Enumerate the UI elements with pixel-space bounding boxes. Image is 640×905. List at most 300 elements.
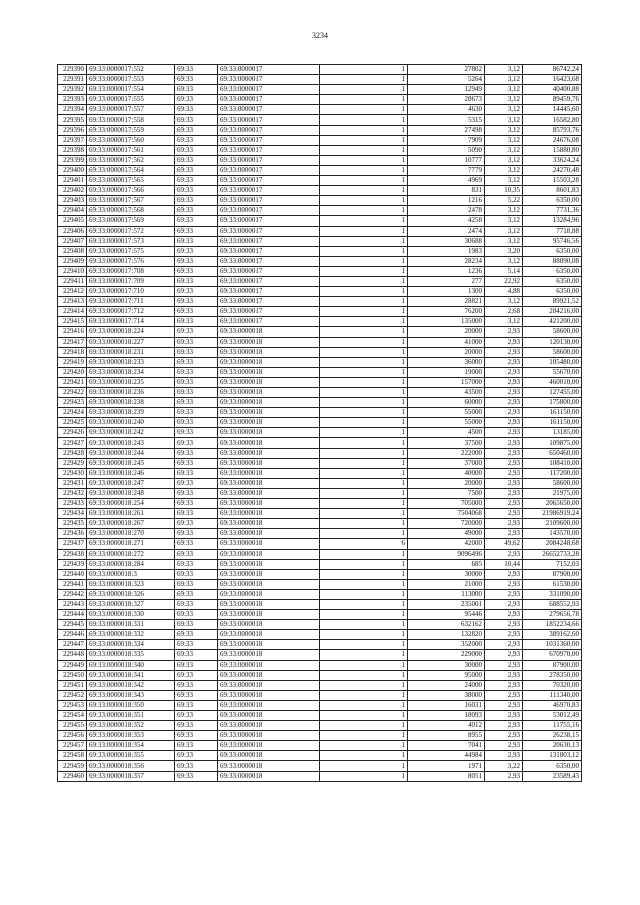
- cadastral-value-cell: 26652733,28: [523, 549, 582, 559]
- district-code-cell: 69:33: [175, 428, 218, 438]
- cadastral-number-cell: 69:33:0000018:235: [87, 377, 175, 387]
- unit-count-cell: 1: [320, 630, 408, 640]
- district-code-cell: 69:33: [175, 165, 218, 175]
- table-row: [58, 458, 582, 468]
- unit-count-cell: 1: [320, 741, 408, 751]
- area-value-cell: 24000: [408, 680, 485, 690]
- cadastral-number-cell: 69:33:0000018:272: [87, 549, 175, 559]
- rate-value-cell: 2,93: [485, 640, 523, 650]
- cadastral-number-cell: 69:33:0000018:224: [87, 327, 175, 337]
- record-id-cell: 229459: [58, 761, 87, 771]
- area-value-cell: 37500: [408, 438, 485, 448]
- cadastral-block-cell: 69:33:0000018: [218, 398, 320, 408]
- rate-value-cell: 3,12: [485, 155, 523, 165]
- record-id-cell: 229442: [58, 589, 87, 599]
- cadastral-number-cell: 69:33:0000018:244: [87, 448, 175, 458]
- area-value-cell: 40000: [408, 468, 485, 478]
- cadastral-number-cell: 69:33:0000018:323: [87, 579, 175, 589]
- record-id-cell: 229401: [58, 176, 87, 186]
- area-value-cell: 28821: [408, 297, 485, 307]
- unit-count-cell: 1: [320, 761, 408, 771]
- unit-count-cell: 1: [320, 620, 408, 630]
- table-row: [58, 721, 582, 731]
- area-value-cell: 30000: [408, 569, 485, 579]
- record-id-cell: 229404: [58, 206, 87, 216]
- rate-value-cell: 2,93: [485, 519, 523, 529]
- cadastral-block-cell: 69:33:0000018: [218, 589, 320, 599]
- cadastral-block-cell: 69:33:0000017: [218, 317, 320, 327]
- district-code-cell: 69:33: [175, 610, 218, 620]
- cadastral-number-cell: 69:33:0000017:576: [87, 256, 175, 266]
- district-code-cell: 69:33: [175, 620, 218, 630]
- unit-count-cell: 1: [320, 65, 408, 75]
- table-row: [58, 741, 582, 751]
- cadastral-number-cell: 69:33:0000018:342: [87, 680, 175, 690]
- cadastral-number-cell: 69:33:0000018:284: [87, 559, 175, 569]
- table-row: [58, 236, 582, 246]
- cadastral-value-cell: 204216,00: [523, 307, 582, 317]
- area-value-cell: 76200: [408, 307, 485, 317]
- unit-count-cell: 1: [320, 125, 408, 135]
- rate-value-cell: 2,93: [485, 418, 523, 428]
- unit-count-cell: 1: [320, 448, 408, 458]
- cadastral-number-cell: 69:33:0000018:334: [87, 640, 175, 650]
- district-code-cell: 69:33: [175, 115, 218, 125]
- cadastral-value-cell: 15880,80: [523, 145, 582, 155]
- cadastral-block-cell: 69:33:0000018: [218, 448, 320, 458]
- table-row: [58, 690, 582, 700]
- cadastral-block-cell: 69:33:0000018: [218, 711, 320, 721]
- district-code-cell: 69:33: [175, 579, 218, 589]
- table-body: [58, 65, 582, 782]
- cadastral-number-cell: 69:33:0000018:236: [87, 388, 175, 398]
- cadastral-value-cell: 7718,88: [523, 226, 582, 236]
- area-value-cell: 5315: [408, 115, 485, 125]
- rate-value-cell: 2,93: [485, 620, 523, 630]
- unit-count-cell: 1: [320, 176, 408, 186]
- district-code-cell: 69:33: [175, 599, 218, 609]
- rate-value-cell: 2,93: [485, 408, 523, 418]
- district-code-cell: 69:33: [175, 761, 218, 771]
- area-value-cell: 10777: [408, 155, 485, 165]
- table-row: [58, 640, 582, 650]
- rate-value-cell: 2,93: [485, 499, 523, 509]
- table-row: [58, 226, 582, 236]
- district-code-cell: 69:33: [175, 499, 218, 509]
- cadastral-value-cell: 11755,16: [523, 721, 582, 731]
- area-value-cell: 831: [408, 186, 485, 196]
- table-row: [58, 186, 582, 196]
- cadastral-number-cell: 69:33:0000017:552: [87, 65, 175, 75]
- unit-count-cell: 1: [320, 428, 408, 438]
- cadastral-number-cell: 69:33:0000017:710: [87, 287, 175, 297]
- district-code-cell: 69:33: [175, 721, 218, 731]
- district-code-cell: 69:33: [175, 388, 218, 398]
- cadastral-value-table: [57, 64, 582, 782]
- cadastral-number-cell: 69:33:0000018:238: [87, 398, 175, 408]
- cadastral-block-cell: 69:33:0000018: [218, 488, 320, 498]
- unit-count-cell: 1: [320, 75, 408, 85]
- cadastral-value-cell: 6350,00: [523, 761, 582, 771]
- record-id-cell: 229435: [58, 519, 87, 529]
- record-id-cell: 229440: [58, 569, 87, 579]
- unit-count-cell: 1: [320, 186, 408, 196]
- cadastral-value-cell: 24270,48: [523, 165, 582, 175]
- table-row: [58, 347, 582, 357]
- cadastral-number-cell: 69:33:0000017:564: [87, 165, 175, 175]
- cadastral-block-cell: 69:33:0000018: [218, 438, 320, 448]
- district-code-cell: 69:33: [175, 478, 218, 488]
- cadastral-block-cell: 69:33:0000018: [218, 529, 320, 539]
- district-code-cell: 69:33: [175, 75, 218, 85]
- rate-value-cell: 2,93: [485, 650, 523, 660]
- area-value-cell: 5264: [408, 75, 485, 85]
- cadastral-number-cell: 69:33:0000018:330: [87, 610, 175, 620]
- record-id-cell: 229444: [58, 610, 87, 620]
- cadastral-block-cell: 69:33:0000017: [218, 276, 320, 286]
- record-id-cell: 229426: [58, 428, 87, 438]
- cadastral-value-cell: 61530,00: [523, 579, 582, 589]
- cadastral-value-cell: 7152,03: [523, 559, 582, 569]
- unit-count-cell: 1: [320, 135, 408, 145]
- area-value-cell: 21000: [408, 579, 485, 589]
- unit-count-cell: 1: [320, 226, 408, 236]
- unit-count-cell: 1: [320, 519, 408, 529]
- district-code-cell: 69:33: [175, 418, 218, 428]
- record-id-cell: 229397: [58, 135, 87, 145]
- rate-value-cell: 3,12: [485, 85, 523, 95]
- rate-value-cell: 2,93: [485, 367, 523, 377]
- cadastral-block-cell: 69:33:0000018: [218, 539, 320, 549]
- rate-value-cell: 2,93: [485, 630, 523, 640]
- table-row: [58, 599, 582, 609]
- record-id-cell: 229400: [58, 165, 87, 175]
- cadastral-block-cell: 69:33:0000018: [218, 741, 320, 751]
- rate-value-cell: 3,12: [485, 95, 523, 105]
- area-value-cell: 27802: [408, 65, 485, 75]
- cadastral-value-cell: 389162,60: [523, 630, 582, 640]
- unit-count-cell: 1: [320, 458, 408, 468]
- table-row: [58, 95, 582, 105]
- area-value-cell: 36000: [408, 357, 485, 367]
- cadastral-block-cell: 69:33:0000018: [218, 337, 320, 347]
- area-value-cell: 55000: [408, 418, 485, 428]
- rate-value-cell: 2,93: [485, 377, 523, 387]
- rate-value-cell: 2,93: [485, 751, 523, 761]
- rate-value-cell: 2,93: [485, 660, 523, 670]
- cadastral-value-cell: 670970,00: [523, 650, 582, 660]
- cadastral-number-cell: 69:33:0000018:254: [87, 499, 175, 509]
- area-value-cell: 235001: [408, 599, 485, 609]
- cadastral-number-cell: 69:33:0000018:248: [87, 488, 175, 498]
- record-id-cell: 229399: [58, 155, 87, 165]
- rate-value-cell: 2,93: [485, 428, 523, 438]
- unit-count-cell: 1: [320, 721, 408, 731]
- district-code-cell: 69:33: [175, 327, 218, 337]
- unit-count-cell: 1: [320, 377, 408, 387]
- area-value-cell: 8051: [408, 771, 485, 781]
- area-value-cell: 43500: [408, 388, 485, 398]
- cadastral-block-cell: 69:33:0000018: [218, 549, 320, 559]
- record-id-cell: 229417: [58, 337, 87, 347]
- unit-count-cell: 1: [320, 610, 408, 620]
- district-code-cell: 69:33: [175, 589, 218, 599]
- cadastral-value-cell: 279656,78: [523, 610, 582, 620]
- area-value-cell: 41000: [408, 337, 485, 347]
- cadastral-block-cell: 69:33:0000017: [218, 186, 320, 196]
- unit-count-cell: 1: [320, 155, 408, 165]
- record-id-cell: 229430: [58, 468, 87, 478]
- cadastral-block-cell: 69:33:0000018: [218, 670, 320, 680]
- cadastral-value-cell: 109875,00: [523, 438, 582, 448]
- area-value-cell: 30688: [408, 236, 485, 246]
- area-value-cell: 4258: [408, 216, 485, 226]
- record-id-cell: 229434: [58, 509, 87, 519]
- unit-count-cell: 1: [320, 488, 408, 498]
- record-id-cell: 229441: [58, 579, 87, 589]
- record-id-cell: 229423: [58, 398, 87, 408]
- rate-value-cell: 22,92: [485, 276, 523, 286]
- cadastral-number-cell: 69:33:0000017:554: [87, 85, 175, 95]
- cadastral-value-cell: 15503,28: [523, 176, 582, 186]
- rate-value-cell: 3,12: [485, 115, 523, 125]
- cadastral-number-cell: 69:33:0000017:568: [87, 206, 175, 216]
- table-row: [58, 670, 582, 680]
- cadastral-number-cell: 69:33:0000017:711: [87, 297, 175, 307]
- record-id-cell: 229407: [58, 236, 87, 246]
- cadastral-number-cell: 69:33:0000017:562: [87, 155, 175, 165]
- district-code-cell: 69:33: [175, 125, 218, 135]
- cadastral-number-cell: 69:33:0000018:354: [87, 741, 175, 751]
- record-id-cell: 229396: [58, 125, 87, 135]
- unit-count-cell: 6: [320, 539, 408, 549]
- record-id-cell: 229453: [58, 700, 87, 710]
- table-row: [58, 256, 582, 266]
- rate-value-cell: 2,93: [485, 579, 523, 589]
- rate-value-cell: 2,93: [485, 549, 523, 559]
- cadastral-number-cell: 69:33:0000017:557: [87, 105, 175, 115]
- area-value-cell: 720000: [408, 519, 485, 529]
- district-code-cell: 69:33: [175, 690, 218, 700]
- table-row: [58, 478, 582, 488]
- area-value-cell: 7909: [408, 135, 485, 145]
- table-row: [58, 761, 582, 771]
- record-id-cell: 229419: [58, 357, 87, 367]
- cadastral-block-cell: 69:33:0000018: [218, 388, 320, 398]
- cadastral-number-cell: 69:33:0000018:356: [87, 761, 175, 771]
- cadastral-block-cell: 69:33:0000018: [218, 620, 320, 630]
- area-value-cell: 30000: [408, 660, 485, 670]
- unit-count-cell: 1: [320, 246, 408, 256]
- district-code-cell: 69:33: [175, 711, 218, 721]
- cadastral-block-cell: 69:33:0000018: [218, 468, 320, 478]
- cadastral-block-cell: 69:33:0000018: [218, 630, 320, 640]
- district-code-cell: 69:33: [175, 105, 218, 115]
- cadastral-block-cell: 69:33:0000017: [218, 125, 320, 135]
- table-row: [58, 176, 582, 186]
- rate-value-cell: 2,93: [485, 670, 523, 680]
- cadastral-block-cell: 69:33:0000018: [218, 579, 320, 589]
- area-value-cell: 4630: [408, 105, 485, 115]
- rate-value-cell: 3,12: [485, 135, 523, 145]
- record-id-cell: 229406: [58, 226, 87, 236]
- district-code-cell: 69:33: [175, 509, 218, 519]
- district-code-cell: 69:33: [175, 65, 218, 75]
- cadastral-block-cell: 69:33:0000018: [218, 499, 320, 509]
- rate-value-cell: 2,93: [485, 347, 523, 357]
- cadastral-number-cell: 69:33:0000018:326: [87, 589, 175, 599]
- cadastral-number-cell: 69:33:0000017:714: [87, 317, 175, 327]
- area-value-cell: 632162: [408, 620, 485, 630]
- rate-value-cell: 3,20: [485, 246, 523, 256]
- area-value-cell: 5090: [408, 145, 485, 155]
- rate-value-cell: 3,12: [485, 216, 523, 226]
- unit-count-cell: 1: [320, 468, 408, 478]
- cadastral-number-cell: 69:33:0000018:341: [87, 670, 175, 680]
- rate-value-cell: 2,93: [485, 741, 523, 751]
- area-value-cell: 4012: [408, 721, 485, 731]
- district-code-cell: 69:33: [175, 640, 218, 650]
- district-code-cell: 69:33: [175, 297, 218, 307]
- cadastral-value-cell: 460010,00: [523, 377, 582, 387]
- rate-value-cell: 2,93: [485, 327, 523, 337]
- table-row: [58, 559, 582, 569]
- cadastral-block-cell: 69:33:0000017: [218, 307, 320, 317]
- area-value-cell: 19000: [408, 367, 485, 377]
- cadastral-block-cell: 69:33:0000018: [218, 559, 320, 569]
- record-id-cell: 229427: [58, 438, 87, 448]
- cadastral-number-cell: 69:33:0000017:566: [87, 186, 175, 196]
- rate-value-cell: 5,14: [485, 266, 523, 276]
- rate-value-cell: 3,12: [485, 165, 523, 175]
- table-row: [58, 660, 582, 670]
- unit-count-cell: 1: [320, 579, 408, 589]
- cadastral-block-cell: 69:33:0000018: [218, 509, 320, 519]
- cadastral-number-cell: 69:33:0000017:565: [87, 176, 175, 186]
- area-value-cell: 7779: [408, 165, 485, 175]
- record-id-cell: 229449: [58, 660, 87, 670]
- cadastral-value-cell: 88090,08: [523, 256, 582, 266]
- unit-count-cell: 1: [320, 549, 408, 559]
- table-row: [58, 327, 582, 337]
- cadastral-value-cell: 161150,00: [523, 418, 582, 428]
- record-id-cell: 229408: [58, 246, 87, 256]
- area-value-cell: 7504068: [408, 509, 485, 519]
- cadastral-number-cell: 69:33:0000018:357: [87, 771, 175, 781]
- cadastral-value-cell: 1031360,00: [523, 640, 582, 650]
- unit-count-cell: 1: [320, 700, 408, 710]
- area-value-cell: 7041: [408, 741, 485, 751]
- rate-value-cell: 3,12: [485, 256, 523, 266]
- cadastral-block-cell: 69:33:0000017: [218, 165, 320, 175]
- record-id-cell: 229446: [58, 630, 87, 640]
- cadastral-number-cell: 69:33:0000017:559: [87, 125, 175, 135]
- rate-value-cell: 3,12: [485, 236, 523, 246]
- cadastral-number-cell: 69:33:0000017:573: [87, 236, 175, 246]
- area-value-cell: 20000: [408, 478, 485, 488]
- unit-count-cell: 1: [320, 731, 408, 741]
- unit-count-cell: 1: [320, 347, 408, 357]
- record-id-cell: 229455: [58, 721, 87, 731]
- cadastral-number-cell: 69:33:0000018:352: [87, 721, 175, 731]
- cadastral-block-cell: 69:33:0000017: [218, 206, 320, 216]
- rate-value-cell: 2,93: [485, 569, 523, 579]
- area-value-cell: 1300: [408, 287, 485, 297]
- rate-value-cell: 2,93: [485, 478, 523, 488]
- area-value-cell: 49000: [408, 529, 485, 539]
- rate-value-cell: 2,93: [485, 731, 523, 741]
- rate-value-cell: 2,93: [485, 398, 523, 408]
- cadastral-block-cell: 69:33:0000018: [218, 367, 320, 377]
- cadastral-value-cell: 6350,00: [523, 196, 582, 206]
- district-code-cell: 69:33: [175, 176, 218, 186]
- record-id-cell: 229391: [58, 75, 87, 85]
- table-row: [58, 771, 582, 781]
- unit-count-cell: 1: [320, 165, 408, 175]
- area-value-cell: 18093: [408, 711, 485, 721]
- district-code-cell: 69:33: [175, 448, 218, 458]
- cadastral-block-cell: 69:33:0000018: [218, 408, 320, 418]
- cadastral-block-cell: 69:33:0000017: [218, 297, 320, 307]
- district-code-cell: 69:33: [175, 186, 218, 196]
- cadastral-value-cell: 16582,80: [523, 115, 582, 125]
- table-row: [58, 539, 582, 549]
- area-value-cell: 352000: [408, 640, 485, 650]
- cadastral-number-cell: 69:33:0000017:561: [87, 145, 175, 155]
- cadastral-number-cell: 69:33:0000017:560: [87, 135, 175, 145]
- cadastral-value-cell: 108410,00: [523, 458, 582, 468]
- record-id-cell: 229436: [58, 529, 87, 539]
- area-value-cell: 42000: [408, 539, 485, 549]
- rate-value-cell: 2,93: [485, 468, 523, 478]
- record-id-cell: 229414: [58, 307, 87, 317]
- table-row: [58, 398, 582, 408]
- district-code-cell: 69:33: [175, 276, 218, 286]
- rate-value-cell: 10,35: [485, 186, 523, 196]
- record-id-cell: 229411: [58, 276, 87, 286]
- record-id-cell: 229451: [58, 680, 87, 690]
- area-value-cell: 8955: [408, 731, 485, 741]
- unit-count-cell: 1: [320, 287, 408, 297]
- record-id-cell: 229445: [58, 620, 87, 630]
- unit-count-cell: 1: [320, 85, 408, 95]
- district-code-cell: 69:33: [175, 266, 218, 276]
- cadastral-number-cell: 69:33:0000018:335: [87, 650, 175, 660]
- unit-count-cell: 1: [320, 236, 408, 246]
- district-code-cell: 69:33: [175, 680, 218, 690]
- district-code-cell: 69:33: [175, 700, 218, 710]
- cadastral-value-cell: 117200,00: [523, 468, 582, 478]
- cadastral-number-cell: 69:33:0000017:555: [87, 95, 175, 105]
- record-id-cell: 229395: [58, 115, 87, 125]
- cadastral-block-cell: 69:33:0000018: [218, 761, 320, 771]
- cadastral-number-cell: 69:33:0000018:355: [87, 751, 175, 761]
- cadastral-value-cell: 86742,24: [523, 65, 582, 75]
- cadastral-number-cell: 69:33:0000017:569: [87, 216, 175, 226]
- cadastral-value-cell: 1852234,66: [523, 620, 582, 630]
- cadastral-value-cell: 688552,93: [523, 599, 582, 609]
- record-id-cell: 229422: [58, 388, 87, 398]
- unit-count-cell: 1: [320, 307, 408, 317]
- record-id-cell: 229460: [58, 771, 87, 781]
- cadastral-block-cell: 69:33:0000018: [218, 660, 320, 670]
- cadastral-block-cell: 69:33:0000017: [218, 236, 320, 246]
- unit-count-cell: 1: [320, 599, 408, 609]
- cadastral-number-cell: 69:33:0000018:233: [87, 357, 175, 367]
- table-row: [58, 125, 582, 135]
- cadastral-value-cell: 2109600,00: [523, 519, 582, 529]
- cadastral-block-cell: 69:33:0000018: [218, 327, 320, 337]
